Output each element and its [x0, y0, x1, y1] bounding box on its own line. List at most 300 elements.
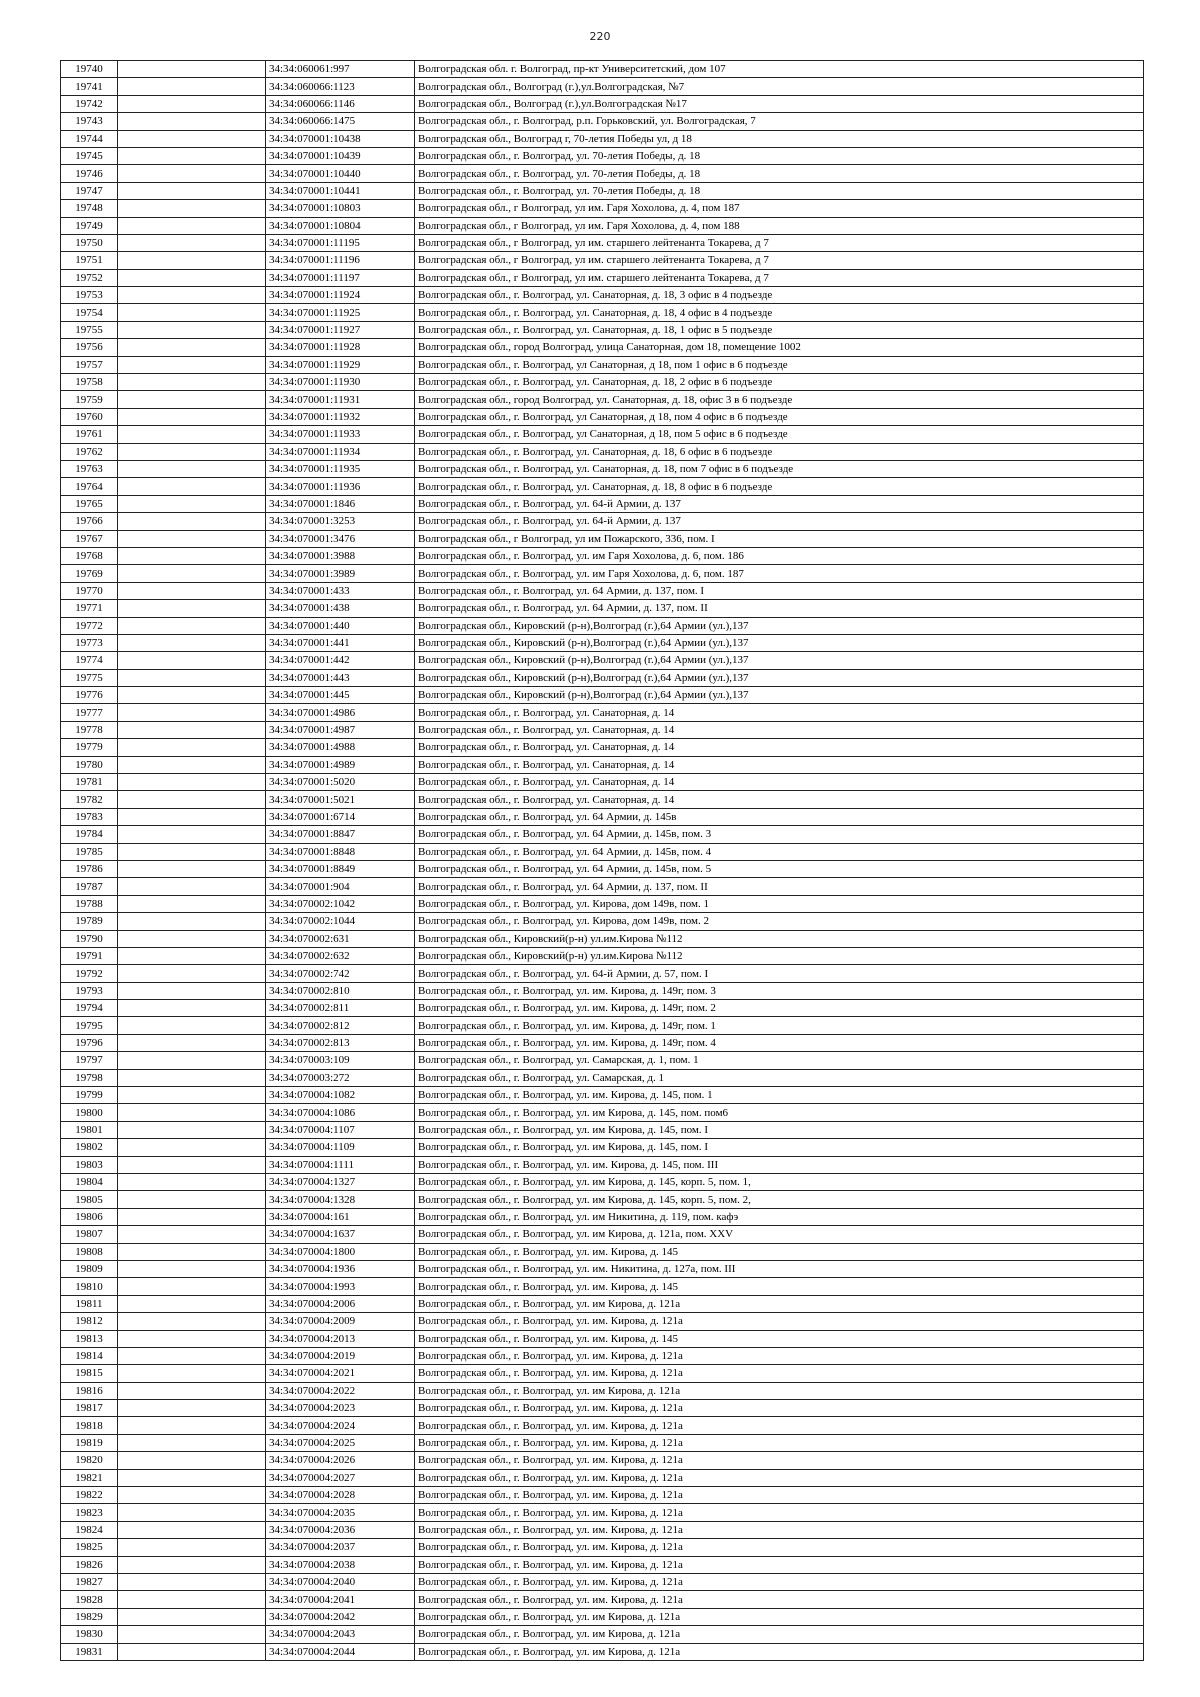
- cadastral-number-cell: 34:34:070001:442: [266, 652, 415, 669]
- row-number-cell: 19814: [61, 1347, 118, 1364]
- table-row: [61, 269, 1144, 286]
- row-number-cell: 19762: [61, 443, 118, 460]
- table-row: [61, 1417, 1144, 1434]
- empty-cell: [118, 878, 266, 895]
- address-cell: Волгоградская обл., г Волгоград, ул им. Гаря Хохолова, д. 4, пом 187: [415, 200, 1144, 217]
- cadastral-number-cell: 34:34:070002:1042: [266, 895, 415, 912]
- cadastral-number-cell: 34:34:070004:2043: [266, 1626, 415, 1643]
- row-number-cell: 19781: [61, 774, 118, 791]
- empty-cell: [118, 982, 266, 999]
- table-row: [61, 687, 1144, 704]
- address-cell: Волгоградская обл., Кировский (р-н),Волгоград (г.),64 Армии (ул.),137: [415, 634, 1144, 651]
- table-row: [61, 895, 1144, 912]
- cadastral-number-cell: 34:34:070002:631: [266, 930, 415, 947]
- empty-cell: [118, 547, 266, 564]
- empty-cell: [118, 582, 266, 599]
- table-row: [61, 1034, 1144, 1051]
- row-number-cell: 19754: [61, 304, 118, 321]
- page-number: 220: [589, 30, 611, 43]
- row-number-cell: 19823: [61, 1504, 118, 1521]
- address-cell: Волгоградская обл., г. Волгоград, ул. 64 Армии, д. 145в: [415, 808, 1144, 825]
- table-row: [61, 443, 1144, 460]
- table-row: [61, 721, 1144, 738]
- row-number-cell: 19784: [61, 826, 118, 843]
- empty-cell: [118, 1330, 266, 1347]
- empty-cell: [118, 1260, 266, 1277]
- empty-cell: [118, 78, 266, 95]
- address-cell: Волгоградская обл., г. Волгоград, ул. им. Кирова, д. 121а: [415, 1591, 1144, 1608]
- address-cell: Волгоградская обл., г. Волгоград, ул. Санаторная, д. 18, 3 офис в 4 подъезде: [415, 287, 1144, 304]
- row-number-cell: 19821: [61, 1469, 118, 1486]
- cadastral-number-cell: 34:34:070004:1327: [266, 1174, 415, 1191]
- empty-cell: [118, 947, 266, 964]
- row-number-cell: 19788: [61, 895, 118, 912]
- table-row: [61, 61, 1144, 78]
- table-row: [61, 1226, 1144, 1243]
- table-row: [61, 1121, 1144, 1138]
- empty-cell: [118, 304, 266, 321]
- table-row: [61, 704, 1144, 721]
- row-number-cell: 19774: [61, 652, 118, 669]
- row-number-cell: 19756: [61, 339, 118, 356]
- address-cell: Волгоградская обл., г. Волгоград, ул. им Кирова, д. 121а, пом. XXV: [415, 1226, 1144, 1243]
- empty-cell: [118, 860, 266, 877]
- table-row: [61, 1382, 1144, 1399]
- row-number-cell: 19807: [61, 1226, 118, 1243]
- address-cell: Волгоградская обл., г. Волгоград, ул. им. Кирова, д. 121а: [415, 1504, 1144, 1521]
- empty-cell: [118, 1191, 266, 1208]
- row-number-cell: 19793: [61, 982, 118, 999]
- row-number-cell: 19770: [61, 582, 118, 599]
- row-number-cell: 19752: [61, 269, 118, 286]
- row-number-cell: 19746: [61, 165, 118, 182]
- cadastral-number-cell: 34:34:070004:2023: [266, 1400, 415, 1417]
- address-cell: Волгоградская обл., г. Волгоград, ул. 64 Армии, д. 137, пом. II: [415, 878, 1144, 895]
- address-cell: Волгоградская обл., г. Волгоград, ул. им. Кирова, д. 121а: [415, 1469, 1144, 1486]
- row-number-cell: 19757: [61, 356, 118, 373]
- cadastral-number-cell: 34:34:070001:433: [266, 582, 415, 599]
- address-cell: Волгоградская обл., г. Волгоград, ул. Санаторная, д. 14: [415, 791, 1144, 808]
- empty-cell: [118, 791, 266, 808]
- cadastral-number-cell: 34:34:070002:1044: [266, 913, 415, 930]
- cadastral-number-cell: 34:34:070001:11196: [266, 252, 415, 269]
- cadastral-number-cell: 34:34:070001:11927: [266, 321, 415, 338]
- row-number-cell: 19761: [61, 426, 118, 443]
- row-number-cell: 19751: [61, 252, 118, 269]
- address-cell: Волгоградская обл., г. Волгоград, ул. им Кирова, д. 145, пом. I: [415, 1121, 1144, 1138]
- address-cell: Волгоградская обл., г. Волгоград, ул. им Кирова, д. 121а: [415, 1608, 1144, 1625]
- empty-cell: [118, 756, 266, 773]
- table-row: [61, 1521, 1144, 1538]
- address-cell: Волгоградская обл., г. Волгоград, ул. им. Кирова, д. 145, пом. III: [415, 1156, 1144, 1173]
- row-number-cell: 19747: [61, 182, 118, 199]
- address-cell: Волгоградская обл., г. Волгоград, ул. 64-й Армии, д. 137: [415, 495, 1144, 512]
- row-number-cell: 19803: [61, 1156, 118, 1173]
- table-row: [61, 1174, 1144, 1191]
- cadastral-number-cell: 34:34:070001:11928: [266, 339, 415, 356]
- cadastral-number-cell: 34:34:070001:440: [266, 617, 415, 634]
- table-row: [61, 739, 1144, 756]
- table-row: [61, 1608, 1144, 1625]
- table-row: [61, 304, 1144, 321]
- empty-cell: [118, 774, 266, 791]
- row-number-cell: 19808: [61, 1243, 118, 1260]
- address-cell: Волгоградская обл., г. Волгоград, ул. им Гаря Хохолова, д. 6, пом. 186: [415, 547, 1144, 564]
- table-row: [61, 791, 1144, 808]
- table-row: [61, 617, 1144, 634]
- registry-body: [61, 61, 1144, 1661]
- row-number-cell: 19759: [61, 391, 118, 408]
- row-number-cell: 19822: [61, 1487, 118, 1504]
- empty-cell: [118, 252, 266, 269]
- address-cell: Волгоградская обл., г Волгоград, ул им. старшего лейтенанта Токарева, д 7: [415, 234, 1144, 251]
- address-cell: Волгоградская обл., город Волгоград, улица Санаторная, дом 18, помещение 1002: [415, 339, 1144, 356]
- empty-cell: [118, 1626, 266, 1643]
- table-row: [61, 600, 1144, 617]
- row-number-cell: 19778: [61, 721, 118, 738]
- row-number-cell: 19764: [61, 478, 118, 495]
- table-row: [61, 321, 1144, 338]
- cadastral-number-cell: 34:34:070001:443: [266, 669, 415, 686]
- row-number-cell: 19805: [61, 1191, 118, 1208]
- table-row: [61, 460, 1144, 477]
- empty-cell: [118, 130, 266, 147]
- row-number-cell: 19828: [61, 1591, 118, 1608]
- table-row: [61, 1487, 1144, 1504]
- cadastral-number-cell: 34:34:070002:813: [266, 1034, 415, 1051]
- address-cell: Волгоградская обл., г. Волгоград, ул. им Кирова, д. 121а: [415, 1643, 1144, 1660]
- row-number-cell: 19789: [61, 913, 118, 930]
- empty-cell: [118, 217, 266, 234]
- cadastral-number-cell: 34:34:070001:11925: [266, 304, 415, 321]
- row-number-cell: 19780: [61, 756, 118, 773]
- table-row: [61, 1278, 1144, 1295]
- row-number-cell: 19794: [61, 1000, 118, 1017]
- address-cell: Волгоградская обл., Кировский (р-н),Волгоград (г.),64 Армии (ул.),137: [415, 669, 1144, 686]
- row-number-cell: 19800: [61, 1104, 118, 1121]
- address-cell: Волгоградская обл., г. Волгоград, ул. им. Кирова, д. 145: [415, 1278, 1144, 1295]
- row-number-cell: 19755: [61, 321, 118, 338]
- table-row: [61, 1260, 1144, 1277]
- row-number-cell: 19741: [61, 78, 118, 95]
- table-row: [61, 913, 1144, 930]
- row-number-cell: 19810: [61, 1278, 118, 1295]
- address-cell: Волгоградская обл., г. Волгоград, ул. 64 Армии, д. 137, пом. II: [415, 600, 1144, 617]
- table-row: [61, 165, 1144, 182]
- empty-cell: [118, 200, 266, 217]
- cadastral-number-cell: 34:34:070001:10803: [266, 200, 415, 217]
- empty-cell: [118, 1000, 266, 1017]
- address-cell: Волгоградская обл., г. Волгоград, ул. им. Кирова, д. 149г, пом. 2: [415, 1000, 1144, 1017]
- address-cell: Волгоградская обл., г. Волгоград, ул. Санаторная, д. 14: [415, 774, 1144, 791]
- table-row: [61, 182, 1144, 199]
- empty-cell: [118, 1121, 266, 1138]
- address-cell: Волгоградская обл., г. Волгоград, ул. им Кирова, д. 145, корп. 5, пом. 2,: [415, 1191, 1144, 1208]
- address-cell: Волгоградская обл., Кировский(р-н) ул.им.Кирова №112: [415, 947, 1144, 964]
- address-cell: Волгоградская обл., г. Волгоград, ул. 64 Армии, д. 145в, пом. 4: [415, 843, 1144, 860]
- cadastral-number-cell: 34:34:070004:2040: [266, 1573, 415, 1590]
- table-row: [61, 1365, 1144, 1382]
- empty-cell: [118, 965, 266, 982]
- cadastral-number-cell: 34:34:070004:2044: [266, 1643, 415, 1660]
- address-cell: Волгоградская обл., г. Волгоград, ул. им. Кирова, д. 121а: [415, 1452, 1144, 1469]
- table-row: [61, 1139, 1144, 1156]
- empty-cell: [118, 1504, 266, 1521]
- row-number-cell: 19817: [61, 1400, 118, 1417]
- cadastral-number-cell: 34:34:070001:11935: [266, 460, 415, 477]
- cadastral-number-cell: 34:34:060061:997: [266, 61, 415, 78]
- table-row: [61, 1504, 1144, 1521]
- cadastral-number-cell: 34:34:070001:8848: [266, 843, 415, 860]
- address-cell: Волгоградская обл., г Волгоград, ул им. старшего лейтенанта Токарева, д 7: [415, 269, 1144, 286]
- cadastral-number-cell: 34:34:070004:1111: [266, 1156, 415, 1173]
- address-cell: Волгоградская обл., г. Волгоград, ул. 64 Армии, д. 145в, пом. 3: [415, 826, 1144, 843]
- empty-cell: [118, 374, 266, 391]
- address-cell: Волгоградская обл., г. Волгоград, ул. Самарская, д. 1, пом. 1: [415, 1052, 1144, 1069]
- address-cell: Волгоградская обл., г. Волгоград, ул. Санаторная, д. 14: [415, 756, 1144, 773]
- cadastral-number-cell: 34:34:070002:811: [266, 1000, 415, 1017]
- address-cell: Волгоградская обл., г. Волгоград, ул. 70-летия Победы, д. 18: [415, 182, 1144, 199]
- table-row: [61, 1626, 1144, 1643]
- table-row: [61, 426, 1144, 443]
- empty-cell: [118, 1017, 266, 1034]
- empty-cell: [118, 565, 266, 582]
- row-number-cell: 19740: [61, 61, 118, 78]
- table-row: [61, 1330, 1144, 1347]
- address-cell: Волгоградская обл., г Волгоград, ул им. Гаря Хохолова, д. 4, пом 188: [415, 217, 1144, 234]
- cadastral-number-cell: 34:34:070004:2021: [266, 1365, 415, 1382]
- empty-cell: [118, 634, 266, 651]
- empty-cell: [118, 913, 266, 930]
- empty-cell: [118, 617, 266, 634]
- row-number-cell: 19742: [61, 95, 118, 112]
- row-number-cell: 19802: [61, 1139, 118, 1156]
- row-number-cell: 19743: [61, 113, 118, 130]
- address-cell: Волгоградская обл., г. Волгоград, ул. им. Кирова, д. 121а: [415, 1487, 1144, 1504]
- address-cell: Волгоградская обл., г. Волгоград, ул. Кирова, дом 149в, пом. 1: [415, 895, 1144, 912]
- cadastral-number-cell: 34:34:070001:11930: [266, 374, 415, 391]
- table-row: [61, 1156, 1144, 1173]
- empty-cell: [118, 165, 266, 182]
- cadastral-number-cell: 34:34:070001:3476: [266, 530, 415, 547]
- row-number-cell: 19792: [61, 965, 118, 982]
- cadastral-number-cell: 34:34:070001:1846: [266, 495, 415, 512]
- empty-cell: [118, 530, 266, 547]
- empty-cell: [118, 1104, 266, 1121]
- cadastral-number-cell: 34:34:070004:2026: [266, 1452, 415, 1469]
- cadastral-number-cell: 34:34:070001:10440: [266, 165, 415, 182]
- table-row: [61, 200, 1144, 217]
- cadastral-number-cell: 34:34:070001:5020: [266, 774, 415, 791]
- empty-cell: [118, 1139, 266, 1156]
- empty-cell: [118, 1278, 266, 1295]
- empty-cell: [118, 930, 266, 947]
- cadastral-number-cell: 34:34:070001:10439: [266, 147, 415, 164]
- table-row: [61, 982, 1144, 999]
- cadastral-number-cell: 34:34:060066:1123: [266, 78, 415, 95]
- address-cell: Волгоградская обл., г. Волгоград, ул. им. Кирова, д. 149г, пом. 1: [415, 1017, 1144, 1034]
- empty-cell: [118, 356, 266, 373]
- cadastral-number-cell: 34:34:070004:1993: [266, 1278, 415, 1295]
- row-number-cell: 19811: [61, 1295, 118, 1312]
- address-cell: Волгоградская обл., г. Волгоград, ул. им. Кирова, д. 145, пом. 1: [415, 1087, 1144, 1104]
- cadastral-number-cell: 34:34:070001:11934: [266, 443, 415, 460]
- empty-cell: [118, 339, 266, 356]
- row-number-cell: 19804: [61, 1174, 118, 1191]
- empty-cell: [118, 443, 266, 460]
- empty-cell: [118, 808, 266, 825]
- row-number-cell: 19775: [61, 669, 118, 686]
- cadastral-number-cell: 34:34:070004:2028: [266, 1487, 415, 1504]
- address-cell: Волгоградская обл., г. Волгоград, ул. им. Кирова, д. 121а: [415, 1539, 1144, 1556]
- address-cell: Волгоградская обл., Кировский (р-н),Волгоград (г.),64 Армии (ул.),137: [415, 687, 1144, 704]
- table-row: [61, 1556, 1144, 1573]
- row-number-cell: 19820: [61, 1452, 118, 1469]
- table-row: [61, 808, 1144, 825]
- address-cell: Волгоградская обл., Кировский (р-н),Волгоград (г.),64 Армии (ул.),137: [415, 652, 1144, 669]
- table-row: [61, 147, 1144, 164]
- empty-cell: [118, 1556, 266, 1573]
- empty-cell: [118, 1208, 266, 1225]
- address-cell: Волгоградская обл., г Волгоград, ул им Пожарского, 336, пом. I: [415, 530, 1144, 547]
- cadastral-number-cell: 34:34:070004:2038: [266, 1556, 415, 1573]
- empty-cell: [118, 95, 266, 112]
- table-row: [61, 234, 1144, 251]
- empty-cell: [118, 895, 266, 912]
- row-number-cell: 19815: [61, 1365, 118, 1382]
- cadastral-number-cell: 34:34:070001:4989: [266, 756, 415, 773]
- cadastral-number-cell: 34:34:070004:2025: [266, 1434, 415, 1451]
- row-number-cell: 19748: [61, 200, 118, 217]
- empty-cell: [118, 234, 266, 251]
- empty-cell: [118, 652, 266, 669]
- cadastral-number-cell: 34:34:070001:11929: [266, 356, 415, 373]
- empty-cell: [118, 1591, 266, 1608]
- row-number-cell: 19772: [61, 617, 118, 634]
- cadastral-number-cell: 34:34:070004:2009: [266, 1313, 415, 1330]
- address-cell: Волгоградская обл., г. Волгоград, ул. Самарская, д. 1: [415, 1069, 1144, 1086]
- empty-cell: [118, 321, 266, 338]
- address-cell: Волгоградская обл., г. Волгоград, ул. им. Кирова, д. 121а: [415, 1313, 1144, 1330]
- address-cell: Волгоградская обл., Волгоград г, 70-летия Победы ул, д 18: [415, 130, 1144, 147]
- cadastral-number-cell: 34:34:070001:11924: [266, 287, 415, 304]
- cadastral-number-cell: 34:34:070001:441: [266, 634, 415, 651]
- address-cell: Волгоградская обл., г. Волгоград, ул. им. Кирова, д. 121а: [415, 1417, 1144, 1434]
- row-number-cell: 19767: [61, 530, 118, 547]
- table-row: [61, 1208, 1144, 1225]
- address-cell: Волгоградская обл., г. Волгоград, ул. Санаторная, д. 18, 2 офис в 6 подъезде: [415, 374, 1144, 391]
- address-cell: Волгоградская обл., г. Волгоград, ул Санаторная, д 18, пом 4 офис в 6 подъезде: [415, 408, 1144, 425]
- row-number-cell: 19813: [61, 1330, 118, 1347]
- address-cell: Волгоградская обл., г Волгоград, ул им. старшего лейтенанта Токарева, д 7: [415, 252, 1144, 269]
- cadastral-number-cell: 34:34:070004:161: [266, 1208, 415, 1225]
- table-row: [61, 582, 1144, 599]
- cadastral-number-cell: 34:34:070001:8849: [266, 860, 415, 877]
- cadastral-number-cell: 34:34:070004:2027: [266, 1469, 415, 1486]
- table-row: [61, 217, 1144, 234]
- cadastral-number-cell: 34:34:070002:632: [266, 947, 415, 964]
- empty-cell: [118, 426, 266, 443]
- cadastral-number-cell: 34:34:070001:445: [266, 687, 415, 704]
- address-cell: Волгоградская обл., г. Волгоград, ул. им. Кирова, д. 121а: [415, 1521, 1144, 1538]
- empty-cell: [118, 1417, 266, 1434]
- empty-cell: [118, 1521, 266, 1538]
- address-cell: Волгоградская обл., г. Волгоград, ул. Санаторная, д. 18, 8 офис в 6 подъезде: [415, 478, 1144, 495]
- empty-cell: [118, 1382, 266, 1399]
- table-row: [61, 513, 1144, 530]
- row-number-cell: 19829: [61, 1608, 118, 1625]
- cadastral-number-cell: 34:34:070001:10438: [266, 130, 415, 147]
- empty-cell: [118, 1643, 266, 1660]
- row-number-cell: 19779: [61, 739, 118, 756]
- empty-cell: [118, 513, 266, 530]
- row-number-cell: 19796: [61, 1034, 118, 1051]
- table-row: [61, 930, 1144, 947]
- table-row: [61, 1452, 1144, 1469]
- address-cell: Волгоградская обл., г. Волгоград, ул. им. Кирова, д. 145: [415, 1330, 1144, 1347]
- address-cell: Волгоградская обл., г. Волгоград, ул. Санаторная, д. 14: [415, 721, 1144, 738]
- cadastral-number-cell: 34:34:070004:2036: [266, 1521, 415, 1538]
- table-row: [61, 252, 1144, 269]
- address-cell: Волгоградская обл., г. Волгоград, ул. им. Кирова, д. 149г, пом. 4: [415, 1034, 1144, 1051]
- cadastral-number-cell: 34:34:070004:2013: [266, 1330, 415, 1347]
- cadastral-number-cell: 34:34:070004:2006: [266, 1295, 415, 1312]
- row-number-cell: 19806: [61, 1208, 118, 1225]
- address-cell: Волгоградская обл., Кировский(р-н) ул.им.Кирова №112: [415, 930, 1144, 947]
- address-cell: Волгоградская обл., г. Волгоград, ул. Санаторная, д. 14: [415, 739, 1144, 756]
- address-cell: Волгоградская обл., г. Волгоград, ул. Санаторная, д. 18, 1 офис в 5 подъезде: [415, 321, 1144, 338]
- row-number-cell: 19830: [61, 1626, 118, 1643]
- cadastral-number-cell: 34:34:070001:11933: [266, 426, 415, 443]
- table-row: [61, 1400, 1144, 1417]
- table-row: [61, 495, 1144, 512]
- cadastral-number-cell: 34:34:070004:2022: [266, 1382, 415, 1399]
- empty-cell: [118, 1052, 266, 1069]
- row-number-cell: 19745: [61, 147, 118, 164]
- table-row: [61, 1087, 1144, 1104]
- address-cell: Волгоградская обл., г. Волгоград, ул. им. Кирова, д. 121а: [415, 1556, 1144, 1573]
- address-cell: Волгоградская обл., г. Волгоград, ул. им Кирова, д. 145, пом. I: [415, 1139, 1144, 1156]
- cadastral-number-cell: 34:34:070001:11932: [266, 408, 415, 425]
- row-number-cell: 19831: [61, 1643, 118, 1660]
- cadastral-number-cell: 34:34:070004:1107: [266, 1121, 415, 1138]
- address-cell: Волгоградская обл., г. Волгоград, ул. им. Кирова, д. 149г, пом. 3: [415, 982, 1144, 999]
- table-row: [61, 374, 1144, 391]
- address-cell: Волгоградская обл., г. Волгоград, ул. им. Кирова, д. 121а: [415, 1347, 1144, 1364]
- table-row: [61, 1347, 1144, 1364]
- empty-cell: [118, 1295, 266, 1312]
- empty-cell: [118, 1243, 266, 1260]
- address-cell: Волгоградская обл., г. Волгоград, ул. Санаторная, д. 18, 6 офис в 6 подъезде: [415, 443, 1144, 460]
- cadastral-number-cell: 34:34:070003:109: [266, 1052, 415, 1069]
- empty-cell: [118, 1539, 266, 1556]
- empty-cell: [118, 1365, 266, 1382]
- cadastral-number-cell: 34:34:060066:1146: [266, 95, 415, 112]
- cadastral-number-cell: 34:34:070002:810: [266, 982, 415, 999]
- row-number-cell: 19782: [61, 791, 118, 808]
- empty-cell: [118, 1174, 266, 1191]
- empty-cell: [118, 1226, 266, 1243]
- row-number-cell: 19785: [61, 843, 118, 860]
- address-cell: Волгоградская обл., г. Волгоград, р.п. Горьковский, ул. Волгоградская, 7: [415, 113, 1144, 130]
- row-number-cell: 19827: [61, 1573, 118, 1590]
- address-cell: Волгоградская обл., г. Волгоград, ул. им. Кирова, д. 145: [415, 1243, 1144, 1260]
- row-number-cell: 19818: [61, 1417, 118, 1434]
- empty-cell: [118, 704, 266, 721]
- table-row: [61, 947, 1144, 964]
- cadastral-number-cell: 34:34:070001:4988: [266, 739, 415, 756]
- row-number-cell: 19769: [61, 565, 118, 582]
